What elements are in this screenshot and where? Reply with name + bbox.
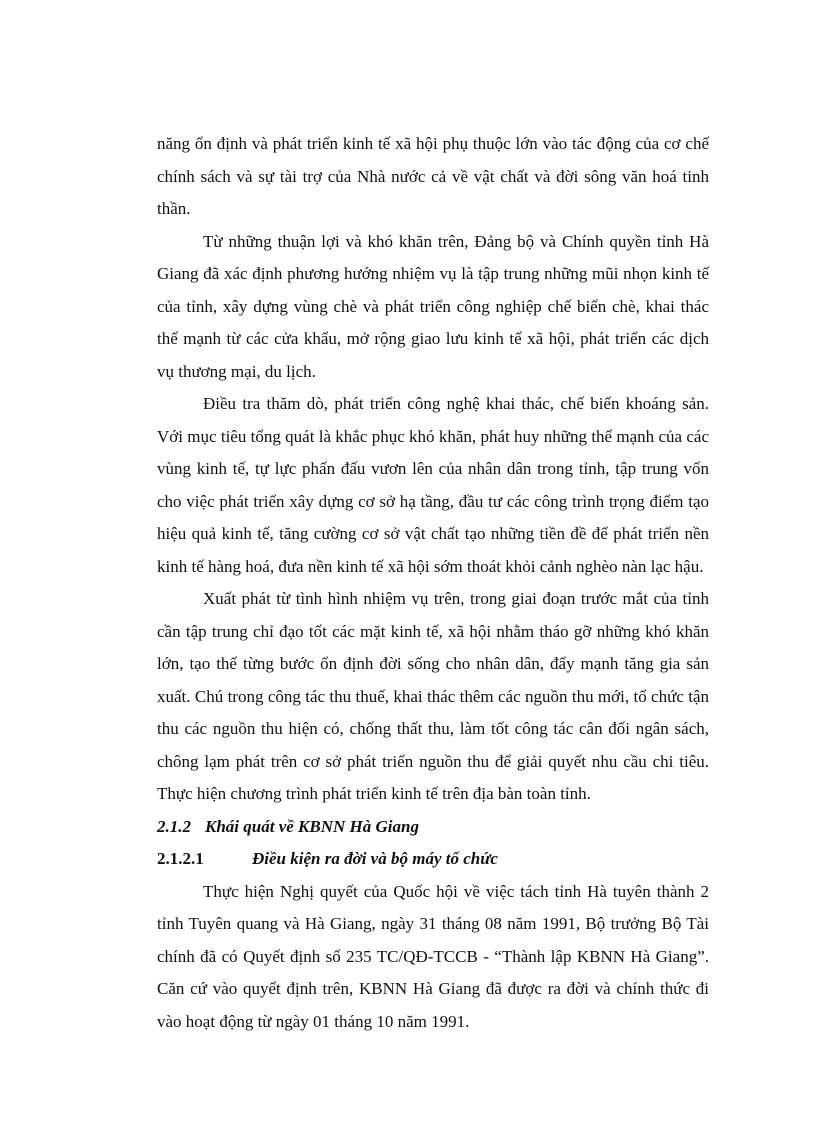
section-title: Khái quát về KBNN Hà Giang — [205, 816, 419, 836]
subsection-heading — [157, 843, 709, 876]
paragraph-establishment: Thực hiện Nghị quyết của Quốc hội về việc tách tỉnh Hà tuyên thành 2 tỉnh Tuyên quang và Hà Giang, ngày 31 tháng 08 năm 1991, Bộ trưởng Bộ Tài chính đã có Quyết định số 235 TC/QĐ-TCCB - “Thành lập KBNN Hà Giang”. Căn cứ vào quyết định trên, KBNN Hà Giang đã được ra đời và chính thức đi vào hoạt động từ ngày 01 tháng 10 năm 1991. — [157, 881, 709, 1031]
paragraph-mining: Điều tra thăm dò, phát triển công nghệ khai thác, chế biến khoáng sản. Với mục tiêu tổng quát là khắc phục khó khăn, phát huy những thế mạnh của các vùng kinh tế, tự lực phấn đấu vươn lên của nhân dân trong tỉnh, tập trung vốn cho việc phát triển xây dựng cơ sở hạ tầng, đầu tư các công trình trọng điểm tạo hiệu quả kinh tế, tăng cường cơ sở vật chất tạo những tiền đề để phát triển nền kinh tế hàng hoá, đưa nền kinh tế xã hội sớm thoát khỏi cảnh nghèo nàn lạc hậu. — [157, 394, 709, 576]
subsection-title: Điều kiện ra đời và bộ máy tổ chức — [252, 849, 498, 868]
paragraph-tasks: Xuất phát từ tình hình nhiệm vụ trên, trong giai đoạn trước mắt của tỉnh cần tập trung chỉ đạo tốt các mặt kinh tế, xã hội nhằm tháo gỡ những khó khăn lớn, tạo thế từng bước ổn định đời sống cho nhân dân, đẩy mạnh tăng gia sản xuất. Chú trong công tác thu thuế, khai thác thêm các nguồn thu mới, tổ chức tận thu các nguồn thu hiện có, chống thất thu, làm tốt công tác cân đối ngân sách, chông lạm phát trên cơ sở phát triển nguồn thu để giải quyết nhu cầu chi tiêu. Thực hiện chương trình phát triển kinh tế trên địa bàn toàn tỉnh. — [157, 589, 709, 803]
paragraph-advantages: Từ những thuận lợi và khó khăn trên, Đảng bộ và Chính quyền tỉnh Hà Giang đã xác định phương hướng nhiệm vụ là tập trung những mũi nhọn kinh tế của tỉnh, xây dựng vùng chè và phát triển công nghiệp chế biến chè, khai thác thế mạnh từ các cửa khẩu, mở rộng giao lưu kinh tế xã hội, phát triển các dịch vụ thương mại, du lịch. — [157, 231, 709, 381]
section-heading — [157, 811, 709, 844]
paragraph-continuation: năng ổn định và phát triển kinh tế xã hội phụ thuộc lớn vào tác động của cơ chế chính sách và sự tài trợ của Nhà nước cả về vật chất và đời sông văn hoá tinh thần. — [157, 134, 709, 218]
subsection-number: 2.1.2.1 — [157, 849, 204, 868]
document-body — [157, 128, 709, 1038]
section-number: 2.1.2 — [157, 816, 191, 836]
